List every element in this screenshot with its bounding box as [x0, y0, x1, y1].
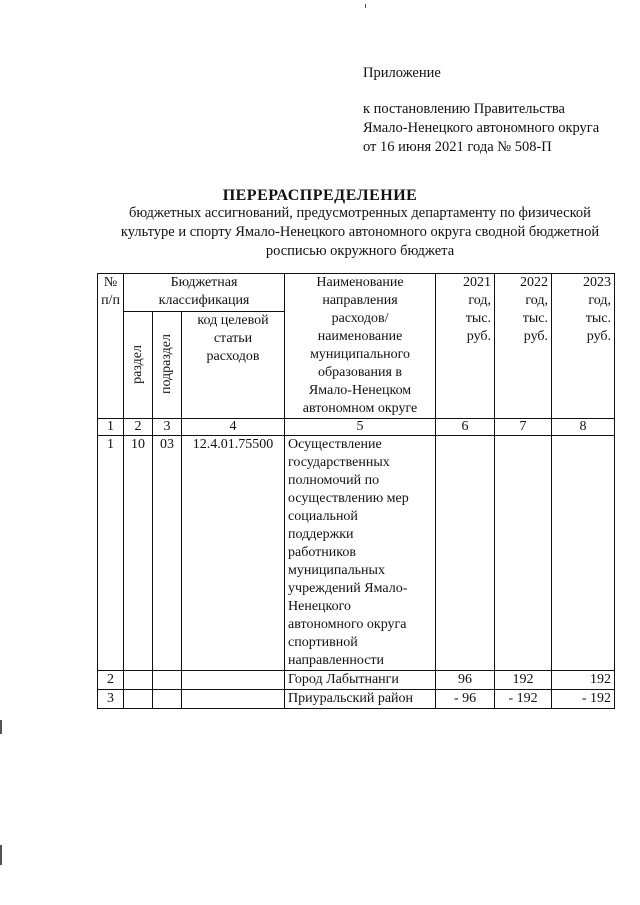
- header-target-code: код целевой статьи расходов: [182, 311, 285, 418]
- subtitle-line-1: бюджетных ассигнований, предусмотренных департаменту по физической: [129, 205, 591, 221]
- row1-section: 10: [124, 436, 153, 671]
- document-subtitle: [100, 204, 620, 261]
- row1-2021: [436, 436, 495, 671]
- row2-code: [182, 671, 285, 690]
- row1-name: Осуществление государственных полномочий по осуществлению мер социальной поддержки работников муниципальных учреждений Ямало- Ненецкого автономного округа спортивной направленности: [285, 436, 436, 671]
- colnum-1: 1: [98, 419, 124, 436]
- row3-section: [124, 690, 153, 709]
- row3-num: 3: [98, 690, 124, 709]
- subtitle-line-2: культуре и спорту Ямало-Ненецкого автономного округа сводной бюджетной: [120, 224, 600, 240]
- row3-2023: - 192: [552, 690, 615, 709]
- row2-num: 2: [98, 671, 124, 690]
- row1-subsection: 03: [153, 436, 182, 671]
- row1-num: 1: [98, 436, 124, 671]
- colnum-6: 6: [436, 419, 495, 436]
- row1-2023: [552, 436, 615, 671]
- colnum-4: 4: [182, 419, 285, 436]
- header-year-2021: 2021 год, тыс. руб.: [436, 274, 495, 419]
- header-subsection: подраздел: [153, 311, 182, 418]
- row2-subsection: [153, 671, 182, 690]
- row2-name: Город Лабытнанги: [285, 671, 436, 690]
- header-num: № п/п: [98, 274, 124, 419]
- row3-subsection: [153, 690, 182, 709]
- row2-2021: 96: [436, 671, 495, 690]
- row3-code: [182, 690, 285, 709]
- header-expense-name: Наименование направления расходов/ наименование муниципального образования в Ямало-Ненецком автономном округе: [285, 274, 436, 419]
- document-title: ПЕРЕРАСПРЕДЕЛЕНИЕ: [222, 187, 418, 204]
- colnum-2: 2: [124, 419, 153, 436]
- table-row: [98, 690, 615, 709]
- appendix-reference: [363, 100, 599, 157]
- row1-2022: [495, 436, 552, 671]
- scan-speck: [0, 720, 2, 734]
- subtitle-line-3: росписью окружного бюджета: [265, 243, 455, 259]
- header-year-2022: 2022 год, тыс. руб.: [495, 274, 552, 419]
- budget-table: [97, 273, 615, 709]
- scan-speck: [0, 845, 2, 865]
- appendix-line-3: от 16 июня 2021 года № 508-П: [363, 139, 552, 155]
- colnum-3: 3: [153, 419, 182, 436]
- appendix-title: Приложение: [363, 65, 441, 81]
- header-section: раздел: [124, 311, 153, 418]
- row2-2022: 192: [495, 671, 552, 690]
- header-year-2023: 2023 год, тыс. руб.: [552, 274, 615, 419]
- colnum-7: 7: [495, 419, 552, 436]
- table-row: [98, 436, 615, 671]
- header-row-top: [98, 274, 615, 312]
- row1-code: 12.4.01.75500: [182, 436, 285, 671]
- appendix-line-2: Ямало-Ненецкого автономного округа: [363, 120, 600, 136]
- row2-2023: 192: [552, 671, 615, 690]
- appendix-line-1: к постановлению Правительства: [363, 101, 565, 117]
- column-number-row: [98, 419, 615, 436]
- row2-section: [124, 671, 153, 690]
- row3-2022: - 192: [495, 690, 552, 709]
- row3-name: Приуральский район: [285, 690, 436, 709]
- header-budget-classification: Бюджетная классификация: [124, 274, 285, 312]
- table-row: [98, 671, 615, 690]
- colnum-5: 5: [285, 419, 436, 436]
- row3-2021: - 96: [436, 690, 495, 709]
- scan-speck: [365, 4, 366, 8]
- colnum-8: 8: [552, 419, 615, 436]
